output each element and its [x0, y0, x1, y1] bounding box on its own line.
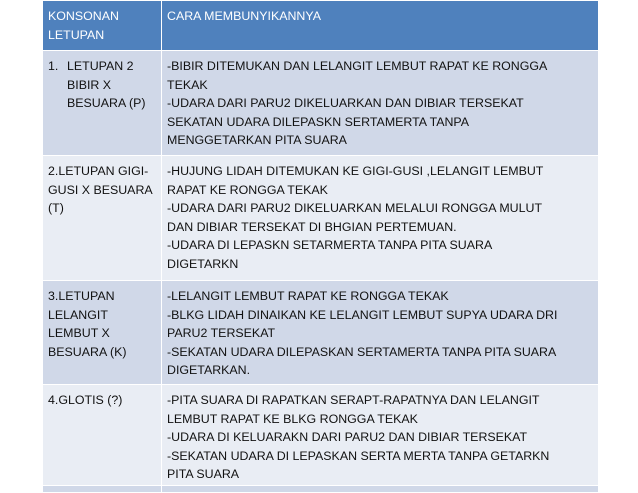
consonant-line: BESUARA (K): [48, 344, 127, 359]
table-row: [43, 385, 599, 486]
empty-cell: [162, 486, 599, 493]
consonant-line: 3.LETUPAN: [48, 289, 115, 303]
header-col2-line: CARA MEMBUNYIKANNYA: [167, 9, 321, 23]
description-line: PITA SUARA: [167, 467, 240, 482]
consonant-table: [42, 0, 599, 493]
description-line: MENGGETARKAN PITA SUARA: [167, 133, 347, 148]
consonant-line: 2.LETUPAN GIGI-: [48, 164, 149, 178]
description-line: -HUJUNG LIDAH DITEMUKAN KE GIGI-GUSI ,LELANGIT LEMBUT: [167, 164, 544, 178]
header-cara-membunyikannya: [162, 1, 599, 51]
description-line: LEMBUT RAPAT KE BLKG RONGGA TEKAK: [167, 411, 418, 426]
table-header-row: [43, 1, 599, 51]
consonant-line: BESUARA (P): [67, 96, 146, 111]
empty-cell: [43, 486, 162, 493]
consonant-line: 4.GLOTIS (?): [48, 393, 123, 407]
description-line: -SEKATAN UDARA DI LEPASKAN SERTA MERTA TANPA GETARKN: [167, 448, 550, 463]
header-konsonan-letupan: [43, 1, 162, 51]
description-line: TEKAK: [167, 77, 208, 92]
table-row: [43, 51, 599, 156]
header-col1-line: LETUPAN: [48, 27, 105, 42]
header-col1-line: KONSONAN: [48, 9, 119, 23]
description-line: -UDARA DARI PARU2 DIKELUARKAN MELALUI RONGGA MULUT: [167, 201, 543, 216]
consonant-line: LELANGIT: [48, 307, 108, 322]
description-line: DIGETARKN: [167, 256, 239, 271]
consonant-line: LEMBUT X: [48, 326, 110, 341]
description-cell: [162, 281, 599, 385]
table-row: [43, 281, 599, 385]
description-line: -PITA SUARA DI RAPATKAN SERAPT-RAPATNYA DAN LELANGIT: [167, 393, 540, 407]
description-cell: [162, 385, 599, 486]
description-line: DAN DIBIAR TERSEKAT DI BHGIAN PERTEMUAN.: [167, 219, 457, 234]
item-number: 1.: [48, 59, 59, 73]
consonant-cell: [43, 281, 162, 385]
description-line: RAPAT KE RONGGA TEKAK: [167, 182, 328, 197]
description-line: -SEKATAN UDARA DILEPASKAN SERTAMERTA TANPA PITA SUARA: [167, 344, 557, 359]
description-line: -LELANGIT LEMBUT RAPAT KE RONGGA TEKAK: [167, 289, 449, 303]
consonant-cell: [43, 385, 162, 486]
consonant-line: BIBIR X: [67, 77, 112, 92]
consonant-cell: [43, 51, 162, 156]
consonant-line: (T): [48, 201, 64, 216]
consonant-text: LETUPAN 2: [67, 59, 134, 73]
description-cell: [162, 156, 599, 281]
description-line: -UDARA DARI PARU2 DIKELUARKAN DAN DIBIAR TERSEKAT: [167, 96, 524, 111]
description-line: PARU2 TERSEKAT: [167, 326, 276, 341]
numbered-item: [48, 57, 157, 113]
description-cell: [162, 51, 599, 156]
description-line: SEKATAN UDARA DILEPASKN SERTAMERTA TANPA: [167, 114, 470, 129]
consonant-line: GUSI X BESUARA: [48, 182, 153, 197]
description-line: -UDARA DI KELUARAKN DARI PARU2 DAN DIBIAR TERSEKAT: [167, 430, 528, 445]
description-line: DIGETARKAN.: [167, 363, 251, 378]
table-row-empty: [43, 486, 599, 493]
description-line: -UDARA DI LEPASKN SETARMERTA TANPA PITA SUARA: [167, 238, 493, 253]
consonant-cell: [43, 156, 162, 281]
table-row: [43, 156, 599, 281]
consonant-line: [48, 57, 157, 76]
description-line: -BIBIR DITEMUKAN DAN LELANGIT LEMBUT RAPAT KE RONGGA: [167, 59, 548, 73]
description-line: -BLKG LIDAH DINAIKAN KE LELANGIT LEMBUT SUPYA UDARA DRI: [167, 307, 558, 322]
